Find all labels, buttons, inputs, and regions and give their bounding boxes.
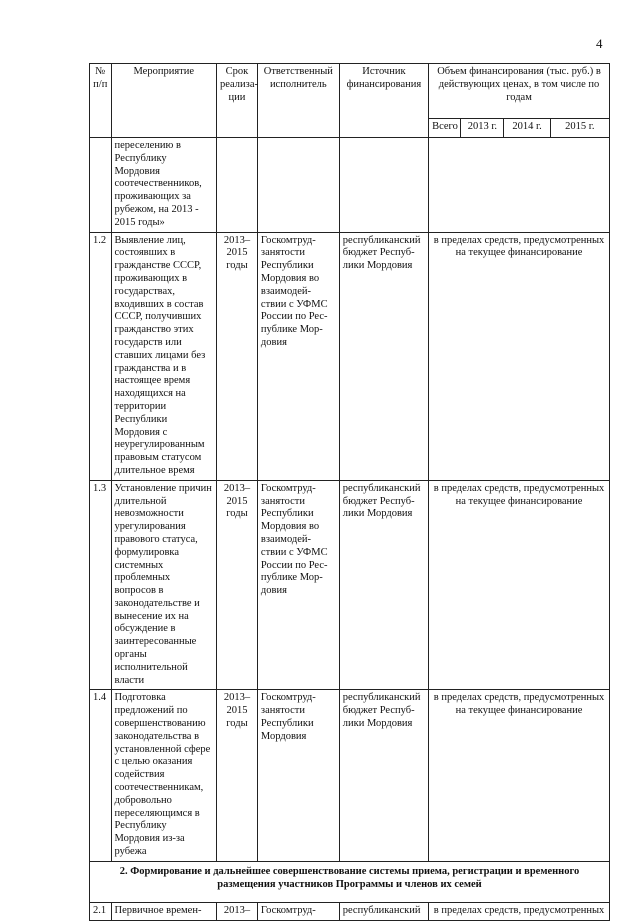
- page-number: 4: [596, 36, 603, 51]
- event-cell: Подготовка предложений по совершенствованию законодательства в установленной сфере с целью оказания содействия соотечественникам, добровольно переселяющимся в Республику Мордовия из-за рубежа: [111, 690, 217, 861]
- header-event: Мероприятие: [111, 64, 217, 138]
- header-2015: 2015 г.: [550, 119, 609, 138]
- header-num: № п/п: [90, 64, 112, 138]
- financing-cell: в пределах средств, предусмотренных: [429, 902, 610, 920]
- event-cell: переселению в Республику Мордовия соотечественников, проживающих за рубежом, на 2013 - 2015 годы»: [111, 138, 217, 233]
- term-cell: 2013–: [217, 902, 258, 920]
- table-header-row: [90, 64, 610, 119]
- financing-cell: в пределах средств, предусмотренных на текущее финансирование: [429, 690, 610, 861]
- responsible-cell: Госкомтруд-: [257, 902, 339, 920]
- responsible-cell: Госкомтруд-занятости Республики Мордовия во взаимодей-ствии с УФМС России по Рес-публике Мор-довия: [257, 232, 339, 480]
- responsible-cell: Госкомтруд-занятости Республики Мордовия во взаимодей-ствии с УФМС России по Рес-публике Мор-довия: [257, 480, 339, 690]
- header-total: Всего: [429, 119, 461, 138]
- header-responsible: Ответственный исполнитель: [257, 64, 339, 138]
- source-cell: республиканский бюджет Респуб-лики Мордовия: [339, 232, 428, 480]
- num-cell: 1.3: [90, 480, 112, 690]
- num-cell: 2.1: [90, 902, 112, 920]
- event-cell: Установление причин длительной невозможности урегулирования правового статуса, формулировка системных проблемных вопросов в законодательстве и вынесение их на обсуждение в заинтересованные органы исполнительной власти: [111, 480, 217, 690]
- term-cell: 2013–2015 годы: [217, 480, 258, 690]
- num-cell: 1.2: [90, 232, 112, 480]
- event-cell: Выявление лиц, состоявших в гражданстве СССР, проживающих в государствах, входивших в состав СССР, получивших гражданство этих государств или ставших лицами без гражданства и в настоящее время находящихся на территории Республики Мордовия с неурегулированным правовым статусом длительное время: [111, 232, 217, 480]
- responsible-cell: Госкомтруд-занятости Республики Мордовия: [257, 690, 339, 861]
- header-term: Срок реализа-ции: [217, 64, 258, 138]
- section-2-heading: 2. Формирование и дальнейшее совершенствование системы приема, регистрации и временного размещения участников Программы и членов их семей: [90, 861, 610, 902]
- financing-cell: в пределах средств, предусмотренных на текущее финансирование: [429, 480, 610, 690]
- event-cell: Первичное времен-: [111, 902, 217, 920]
- source-cell: республиканский бюджет Респуб-лики Мордовия: [339, 480, 428, 690]
- table-row: [90, 690, 610, 861]
- header-volume: Объем финансирования (тыс. руб.) в действующих ценах, в том числе по годам: [429, 64, 610, 119]
- header-2013: 2013 г.: [461, 119, 504, 138]
- num-cell: 1.4: [90, 690, 112, 861]
- financing-cell: в пределах средств, предусмотренных на текущее финансирование: [429, 232, 610, 480]
- header-source: Источник финансирования: [339, 64, 428, 138]
- source-cell: республиканский бюджет Респуб-лики Мордовия: [339, 690, 428, 861]
- term-cell: 2013–2015 годы: [217, 232, 258, 480]
- section-heading-row: [90, 861, 610, 902]
- source-cell: республиканский: [339, 902, 428, 920]
- header-2014: 2014 г.: [504, 119, 550, 138]
- term-cell: 2013–2015 годы: [217, 690, 258, 861]
- table-row: [90, 480, 610, 690]
- program-activities-table: [89, 63, 610, 921]
- table-row: [90, 232, 610, 480]
- table-row-continuation: [90, 138, 610, 233]
